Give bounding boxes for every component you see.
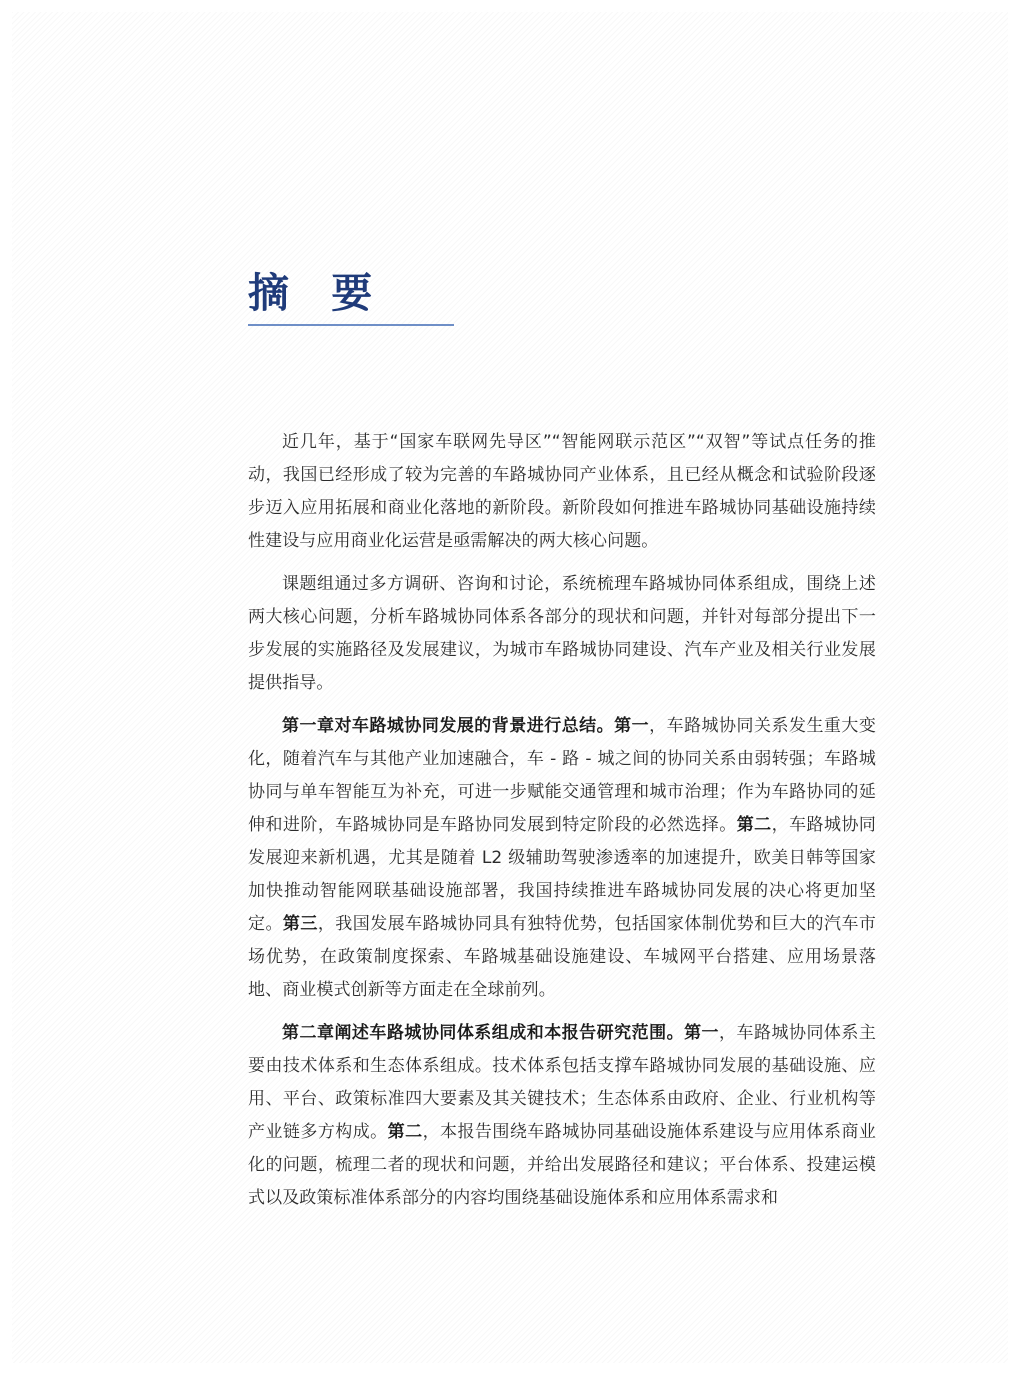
bold-text-segment: 第二章阐述车路城协同体系组成和本报告研究范围。第一 bbox=[282, 1023, 720, 1043]
paragraph bbox=[248, 426, 876, 558]
paragraph bbox=[248, 710, 876, 1007]
text-segment: ，车路城协同发展迎来新机遇，尤其是随着 L2 级辅助驾驶渗透率的加速提升，欧美日韩等国家加快推动智能网联基础设施部署，我国持续推进车路城协同发展的决心将更加坚定。 bbox=[248, 815, 876, 934]
bold-text-segment: 第三 bbox=[282, 914, 318, 934]
text-segment: ，车路城协同体系主要由技术体系和生态体系组成。技术体系包括支撑车路城协同发展的基础设施、应用、平台、政策标准四大要素及其关键技术；生态体系由政府、企业、行业机构等产业链多方构成。 bbox=[248, 1023, 876, 1142]
page-title: 摘 要 bbox=[248, 269, 387, 317]
text-segment: ，本报告围绕车路城协同基础设施体系建设与应用体系商业化的问题，梳理二者的现状和问题，并给出发展路径和建议；平台体系、投建运模式以及政策标准体系部分的内容均围绕基础设施体系和应用体系需求和 bbox=[248, 1122, 877, 1208]
document-page bbox=[12, 12, 1008, 1363]
paragraph bbox=[248, 1017, 876, 1215]
bold-text-segment: 第二 bbox=[736, 815, 772, 835]
text-segment: ，我国发展车路城协同具有独特优势，包括国家体制优势和巨大的汽车市场优势，在政策制度探索、车路城基础设施建设、车城网平台搭建、应用场景落地、商业模式创新等方面走在全球前列。 bbox=[248, 914, 877, 1000]
text-segment: 近几年，基于“国家车联网先导区”“智能网联示范区”“双智”等试点任务的推动，我国已经形成了较为完善的车路城协同产业体系，且已经从概念和试验阶段逐步迈入应用拓展和商业化落地的新阶段。新阶段如何推进车路城协同基础设施持续性建设与应用商业化运营是亟需解决的两大核心问题。 bbox=[248, 432, 876, 551]
abstract-body bbox=[248, 426, 876, 1225]
paragraph bbox=[248, 568, 876, 700]
title-underline bbox=[248, 324, 454, 326]
text-segment: ，车路城协同关系发生重大变化，随着汽车与其他产业加速融合，车 - 路 - 城之间的协同关系由弱转强；车路城协同与单车智能互为补充，可进一步赋能交通管理和城市治理；作为车路协同的延伸和进阶，车路城协同是车路协同发展到特定阶段的必然选择。 bbox=[248, 716, 876, 835]
bold-text-segment: 第二 bbox=[387, 1122, 423, 1142]
bold-text-segment: 第一章对车路城协同发展的背景进行总结。第一 bbox=[282, 716, 650, 736]
text-segment: 课题组通过多方调研、咨询和讨论，系统梳理车路城协同体系组成，围绕上述两大核心问题，分析车路城协同体系各部分的现状和问题，并针对每部分提出下一步发展的实施路径及发展建议，为城市车路城协同建设、汽车产业及相关行业发展提供指导。 bbox=[248, 574, 876, 693]
